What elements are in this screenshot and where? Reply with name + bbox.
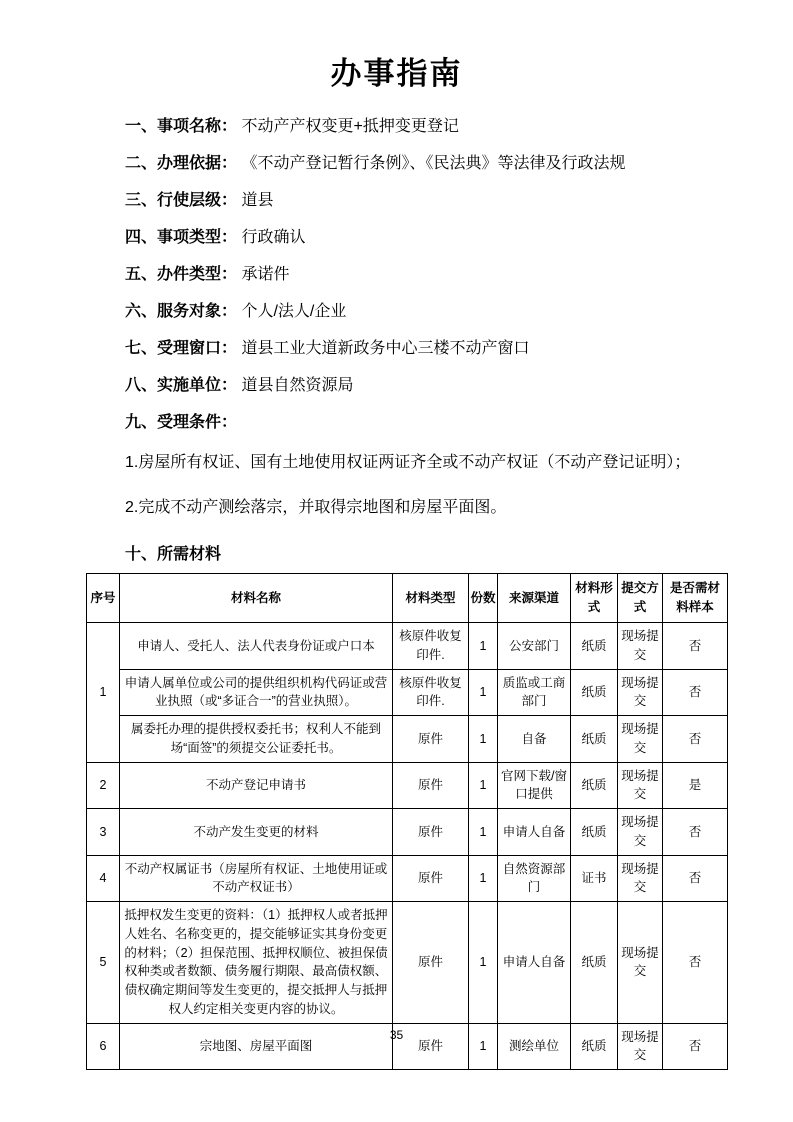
item-label: 八、实施单位： — [125, 377, 238, 394]
page-number: 35 — [389, 1028, 404, 1042]
seq-cell: 5 — [87, 902, 120, 1024]
material-type-cell: 原件 — [393, 762, 469, 809]
guide-items — [125, 119, 733, 431]
material-name-cell: 抵押权发生变更的资料：（1）抵押权人或者抵押人姓名、名称变更的，提交能够证实其身份变更的材料；（2）担保范围、抵押权顺位、被担保债权种类或者数额、债务履行期限、最高债权额、债权确定期间等发生变更的，提交抵押人与抵押权人约定相关变更内容的协议。 — [120, 902, 393, 1024]
source-cell: 申请人自备 — [498, 809, 571, 856]
item-acceptance-window — [125, 341, 733, 357]
item-handling-type — [125, 267, 733, 283]
item-legal-basis — [125, 156, 733, 172]
method-cell: 现场提交 — [618, 1023, 663, 1070]
count-cell: 1 — [469, 1023, 498, 1070]
source-cell: 自然资源部门 — [498, 855, 571, 902]
seq-cell: 2 — [87, 762, 120, 809]
header-count: 份数 — [469, 574, 498, 623]
form-cell: 纸质 — [571, 1023, 618, 1070]
page-title: 办事指南 — [330, 56, 463, 91]
source-cell: 公安部门 — [498, 623, 571, 670]
header-material-name: 材料名称 — [120, 574, 393, 623]
item-value: 道县工业大道新政务中心三楼不动产窗口 — [241, 340, 530, 357]
material-name-cell: 宗地图、房屋平面图 — [120, 1023, 393, 1070]
table-row — [87, 762, 728, 809]
sample-cell: 否 — [663, 669, 728, 716]
item-implementing-unit — [125, 378, 733, 394]
item-exercise-level — [125, 193, 733, 209]
materials-table — [86, 573, 728, 1070]
material-type-cell: 核原件收复印件. — [393, 623, 469, 670]
seq-cell: 3 — [87, 809, 120, 856]
item-acceptance-conditions — [125, 415, 733, 431]
item-label: 九、受理条件： — [125, 414, 238, 431]
count-cell: 1 — [469, 623, 498, 670]
item-service-target — [125, 304, 733, 320]
material-name-cell: 申请人属单位或公司的提供组织机构代码证或营业执照（或“多证合一”的营业执照）。 — [120, 669, 393, 716]
header-method: 提交方式 — [618, 574, 663, 623]
table-row — [87, 716, 728, 763]
condition-paragraph-1: 1.房屋所有权证、国有土地使用权证两证齐全或不动产权证（不动产登记证明）； — [125, 454, 691, 471]
item-label: 二、办理依据： — [125, 155, 238, 172]
item-label: 七、受理窗口： — [125, 340, 238, 357]
form-cell: 纸质 — [571, 716, 618, 763]
header-source: 来源渠道 — [498, 574, 571, 623]
count-cell: 1 — [469, 716, 498, 763]
sample-cell: 否 — [663, 855, 728, 902]
table-row — [87, 669, 728, 716]
method-cell: 现场提交 — [618, 809, 663, 856]
item-label: 三、行使层级： — [125, 192, 238, 209]
form-cell: 纸质 — [571, 669, 618, 716]
item-value: 承诺件 — [241, 266, 290, 283]
source-cell: 自备 — [498, 716, 571, 763]
table-row — [87, 623, 728, 670]
method-cell: 现场提交 — [618, 902, 663, 1024]
method-cell: 现场提交 — [618, 716, 663, 763]
header-seq: 序号 — [87, 574, 120, 623]
item-value: 不动产产权变更+抵押变更登记 — [241, 118, 459, 135]
sample-cell: 否 — [663, 716, 728, 763]
seq-cell: 4 — [87, 855, 120, 902]
material-type-cell: 核原件收复印件. — [393, 669, 469, 716]
sample-cell: 否 — [663, 902, 728, 1024]
sample-cell: 是 — [663, 762, 728, 809]
material-name-cell: 申请人、受托人、法人代表身份证或户口本 — [120, 623, 393, 670]
material-name-cell: 属委托办理的提供授权委托书；权利人不能到场“面签”的须提交公证委托书。 — [120, 716, 393, 763]
sample-cell: 否 — [663, 809, 728, 856]
material-type-cell: 原件 — [393, 716, 469, 763]
item-label: 五、办件类型： — [125, 266, 238, 283]
source-cell: 申请人自备 — [498, 902, 571, 1024]
count-cell: 1 — [469, 902, 498, 1024]
form-cell: 纸质 — [571, 809, 618, 856]
header-material-type: 材料类型 — [393, 574, 469, 623]
source-cell: 官网下载/窗口提供 — [498, 762, 571, 809]
material-name-cell: 不动产发生变更的材料 — [120, 809, 393, 856]
table-row — [87, 809, 728, 856]
form-cell: 纸质 — [571, 902, 618, 1024]
item-label: 四、事项类型： — [125, 229, 238, 246]
item-label: 六、服务对象： — [125, 303, 238, 320]
item-matter-type — [125, 230, 733, 246]
sample-cell: 否 — [663, 623, 728, 670]
form-cell: 纸质 — [571, 762, 618, 809]
count-cell: 1 — [469, 855, 498, 902]
item-value: 《不动产登记暂行条例》、《民法典》等法律及行政法规 — [241, 155, 626, 172]
header-form: 材料形式 — [571, 574, 618, 623]
material-type-cell: 原件 — [393, 809, 469, 856]
materials-heading: 十、所需材料 — [125, 546, 222, 564]
count-cell: 1 — [469, 809, 498, 856]
seq-cell: 1 — [87, 623, 120, 763]
item-value: 道县自然资源局 — [241, 377, 354, 394]
sample-cell: 否 — [663, 1023, 728, 1070]
item-value: 行政确认 — [241, 229, 306, 246]
table-header-row — [87, 574, 728, 623]
source-cell: 质监或工商部门 — [498, 669, 571, 716]
material-type-cell: 原件 — [393, 1023, 469, 1070]
form-cell: 证书 — [571, 855, 618, 902]
item-matter-name — [125, 119, 733, 135]
material-name-cell: 不动产权属证书（房屋所有权证、土地使用证或不动产权证书） — [120, 855, 393, 902]
item-label: 一、事项名称： — [125, 118, 238, 135]
material-name-cell: 不动产登记申请书 — [120, 762, 393, 809]
seq-cell: 6 — [87, 1023, 120, 1070]
table-row — [87, 902, 728, 1024]
material-type-cell: 原件 — [393, 902, 469, 1024]
method-cell: 现场提交 — [618, 762, 663, 809]
table-row — [87, 855, 728, 902]
method-cell: 现场提交 — [618, 623, 663, 670]
count-cell: 1 — [469, 669, 498, 716]
material-type-cell: 原件 — [393, 855, 469, 902]
method-cell: 现场提交 — [618, 669, 663, 716]
header-sample: 是否需材料样本 — [663, 574, 728, 623]
method-cell: 现场提交 — [618, 855, 663, 902]
item-value: 个人/法人/企业 — [241, 303, 347, 320]
source-cell: 测绘单位 — [498, 1023, 571, 1070]
form-cell: 纸质 — [571, 623, 618, 670]
item-value: 道县 — [241, 192, 274, 209]
condition-paragraph-2: 2.完成不动产测绘落宗，并取得宗地图和房屋平面图。 — [125, 498, 507, 516]
count-cell: 1 — [469, 762, 498, 809]
